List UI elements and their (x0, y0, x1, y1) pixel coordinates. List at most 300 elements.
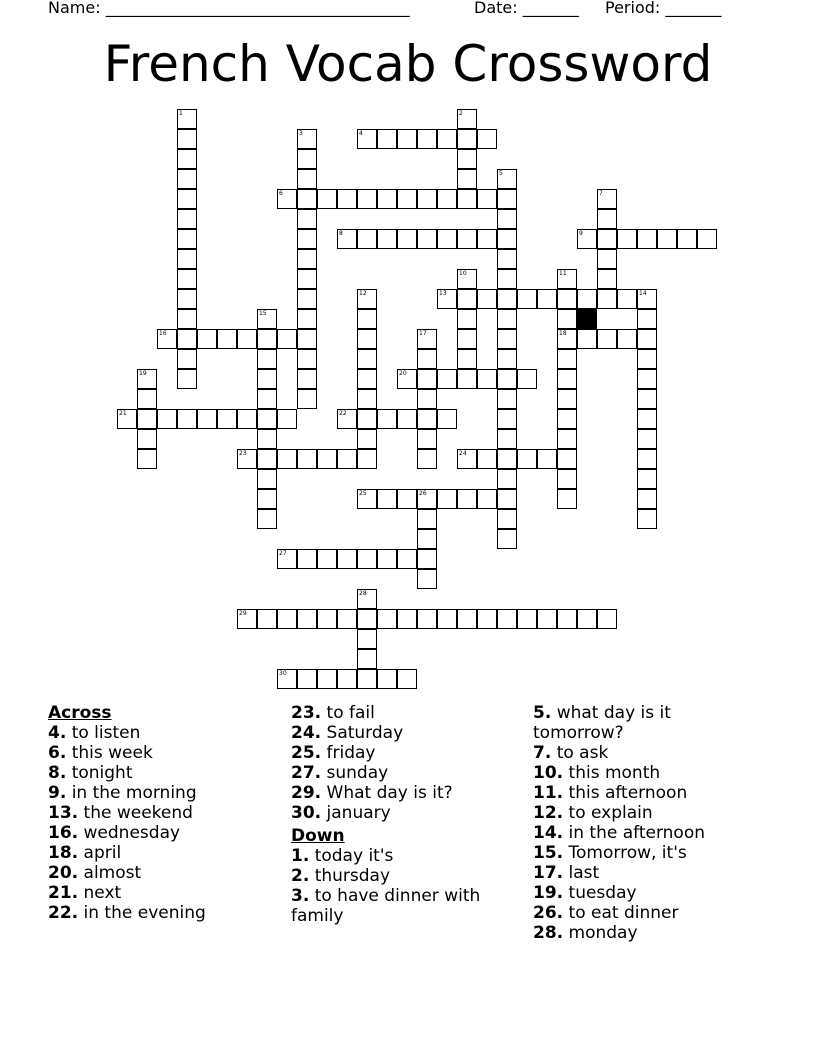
grid-cell[interactable] (297, 169, 317, 189)
clue-item-text: thursday (314, 866, 391, 886)
grid-cell[interactable] (637, 509, 657, 529)
grid-cell[interactable] (237, 329, 257, 349)
clue-number: 20 (399, 370, 407, 377)
grid-cell[interactable] (637, 349, 657, 369)
grid-cell[interactable] (637, 469, 657, 489)
grid-cell[interactable] (637, 489, 657, 509)
grid-cell[interactable] (297, 669, 317, 689)
grid-cell[interactable] (437, 229, 457, 249)
grid-cell[interactable] (637, 429, 657, 449)
grid-cell[interactable] (297, 229, 317, 249)
clue-item-number: 12. (533, 803, 564, 823)
clue-item-number: 27. (291, 763, 322, 783)
grid-cell[interactable] (177, 309, 197, 329)
grid-cell[interactable] (277, 669, 297, 689)
grid-cell[interactable] (277, 329, 297, 349)
grid-cell[interactable] (177, 409, 197, 429)
grid-cell[interactable] (177, 169, 197, 189)
grid-cell[interactable] (357, 289, 377, 309)
across-clue-list-continued (291, 703, 521, 823)
clue-item (48, 903, 278, 923)
clue-number: 22 (339, 410, 347, 417)
grid-cell[interactable] (637, 329, 657, 349)
grid-cell[interactable] (317, 609, 337, 629)
grid-cell[interactable] (257, 489, 277, 509)
clue-item (48, 743, 278, 763)
grid-cell[interactable] (557, 489, 577, 509)
grid-cell[interactable] (557, 469, 577, 489)
name-label: Name: (48, 0, 101, 17)
grid-cell[interactable] (377, 189, 397, 209)
grid-cell[interactable] (177, 349, 197, 369)
grid-cell[interactable] (457, 189, 477, 209)
grid-cell[interactable] (157, 329, 177, 349)
grid-cell[interactable] (337, 549, 357, 569)
grid-cell[interactable] (417, 609, 437, 629)
grid-cell[interactable] (317, 549, 337, 569)
grid-cell[interactable] (497, 189, 517, 209)
grid-cell[interactable] (497, 609, 517, 629)
grid-cell[interactable] (557, 609, 577, 629)
clue-item (533, 843, 733, 863)
clue-number: 14 (639, 290, 647, 297)
grid-cell[interactable] (497, 469, 517, 489)
grid-cell[interactable] (357, 489, 377, 509)
grid-cell[interactable] (177, 209, 197, 229)
grid-cell[interactable] (237, 409, 257, 429)
grid-cell[interactable] (357, 189, 377, 209)
grid-cell[interactable] (597, 609, 617, 629)
black-cell (577, 309, 597, 329)
grid-cell[interactable] (317, 189, 337, 209)
grid-cell[interactable] (257, 509, 277, 529)
grid-cell[interactable] (257, 329, 277, 349)
grid-cell[interactable] (397, 369, 417, 389)
grid-cell[interactable] (417, 549, 437, 569)
grid-cell[interactable] (497, 249, 517, 269)
grid-cell[interactable] (497, 289, 517, 309)
grid-cell[interactable] (357, 629, 377, 649)
grid-cell[interactable] (637, 369, 657, 389)
grid-cell[interactable] (457, 489, 477, 509)
grid-cell[interactable] (117, 409, 137, 429)
grid-cell[interactable] (497, 269, 517, 289)
grid-cell[interactable] (597, 289, 617, 309)
grid-cell[interactable] (177, 109, 197, 129)
clue-item (533, 883, 733, 903)
grid-cell[interactable] (357, 389, 377, 409)
grid-cell[interactable] (297, 389, 317, 409)
grid-cell[interactable] (397, 489, 417, 509)
grid-cell[interactable] (337, 449, 357, 469)
grid-cell[interactable] (337, 409, 357, 429)
clue-item-number: 19. (533, 883, 564, 903)
grid-cell[interactable] (577, 229, 597, 249)
grid-cell[interactable] (357, 549, 377, 569)
grid-cell[interactable] (457, 449, 477, 469)
grid-cell[interactable] (177, 189, 197, 209)
grid-cell[interactable] (597, 209, 617, 229)
grid-cell[interactable] (677, 229, 697, 249)
clue-item-number: 25. (291, 743, 322, 763)
grid-cell[interactable] (137, 449, 157, 469)
grid-cell[interactable] (397, 669, 417, 689)
grid-cell[interactable] (177, 149, 197, 169)
grid-cell[interactable] (477, 449, 497, 469)
clue-number: 1 (179, 110, 183, 117)
grid-cell[interactable] (357, 609, 377, 629)
grid-cell[interactable] (497, 429, 517, 449)
clue-item-number: 5. (533, 703, 552, 723)
clue-number: 5 (499, 170, 503, 177)
grid-cell[interactable] (637, 409, 657, 429)
clue-item-number: 15. (533, 843, 564, 863)
grid-cell[interactable] (517, 449, 537, 469)
grid-cell[interactable] (297, 329, 317, 349)
grid-cell[interactable] (537, 609, 557, 629)
grid-cell[interactable] (377, 669, 397, 689)
grid-cell[interactable] (617, 289, 637, 309)
grid-cell[interactable] (517, 609, 537, 629)
grid-cell[interactable] (297, 269, 317, 289)
grid-cell[interactable] (597, 329, 617, 349)
clue-item-text: in the morning (71, 783, 197, 803)
grid-cell[interactable] (137, 429, 157, 449)
grid-cell[interactable] (437, 609, 457, 629)
grid-cell[interactable] (557, 389, 577, 409)
grid-cell[interactable] (397, 609, 417, 629)
grid-cell[interactable] (457, 289, 477, 309)
page-title: French Vocab Crossword (103, 35, 713, 93)
grid-cell[interactable] (397, 189, 417, 209)
grid-cell[interactable] (657, 229, 677, 249)
grid-cell[interactable] (457, 229, 477, 249)
grid-cell[interactable] (177, 269, 197, 289)
grid-cell[interactable] (557, 369, 577, 389)
grid-cell[interactable] (237, 449, 257, 469)
grid-cell[interactable] (337, 669, 357, 689)
grid-cell[interactable] (497, 369, 517, 389)
grid-cell[interactable] (497, 449, 517, 469)
grid-cell[interactable] (217, 409, 237, 429)
grid-cell[interactable] (457, 109, 477, 129)
grid-cell[interactable] (357, 669, 377, 689)
grid-cell[interactable] (557, 269, 577, 289)
clue-number: 13 (439, 290, 447, 297)
grid-cell[interactable] (557, 309, 577, 329)
grid-cell[interactable] (237, 609, 257, 629)
grid-cell[interactable] (277, 449, 297, 469)
clue-item-text: april (83, 843, 122, 863)
grid-cell[interactable] (337, 229, 357, 249)
grid-cell[interactable] (417, 509, 437, 529)
clue-item-text: sunday (326, 763, 389, 783)
name-blank[interactable]: ______________________________________ (105, 0, 410, 17)
grid-cell[interactable] (297, 149, 317, 169)
grid-cell[interactable] (417, 189, 437, 209)
grid-cell[interactable] (597, 229, 617, 249)
grid-cell[interactable] (397, 409, 417, 429)
grid-cell[interactable] (497, 209, 517, 229)
grid-cell[interactable] (437, 409, 457, 429)
grid-cell[interactable] (277, 609, 297, 629)
grid-cell[interactable] (317, 669, 337, 689)
grid-cell[interactable] (177, 289, 197, 309)
grid-cell[interactable] (397, 229, 417, 249)
grid-cell[interactable] (477, 609, 497, 629)
grid-cell[interactable] (417, 569, 437, 589)
grid-cell[interactable] (637, 229, 657, 249)
grid-cell[interactable] (417, 129, 437, 149)
grid-cell[interactable] (517, 369, 537, 389)
clue-item-number: 8. (48, 763, 67, 783)
grid-cell[interactable] (577, 609, 597, 629)
grid-cell[interactable] (617, 329, 637, 349)
grid-cell[interactable] (577, 289, 597, 309)
grid-cell[interactable] (257, 369, 277, 389)
down-clue-list-continued (533, 703, 733, 943)
grid-cell[interactable] (297, 189, 317, 209)
grid-cell[interactable] (437, 369, 457, 389)
grid-cell[interactable] (177, 329, 197, 349)
grid-cell[interactable] (557, 349, 577, 369)
grid-cell[interactable] (457, 149, 477, 169)
grid-cell[interactable] (557, 289, 577, 309)
grid-cell[interactable] (497, 389, 517, 409)
grid-cell[interactable] (297, 129, 317, 149)
grid-cell[interactable] (457, 169, 477, 189)
grid-cell[interactable] (457, 309, 477, 329)
grid-cell[interactable] (477, 229, 497, 249)
grid-cell[interactable] (217, 329, 237, 349)
grid-cell[interactable] (417, 369, 437, 389)
grid-cell[interactable] (337, 189, 357, 209)
clue-item-text: to listen (71, 723, 141, 743)
grid-cell[interactable] (577, 329, 597, 349)
clue-number: 12 (359, 290, 367, 297)
grid-cell[interactable] (497, 329, 517, 349)
grid-cell[interactable] (597, 269, 617, 289)
grid-cell[interactable] (497, 169, 517, 189)
grid-cell[interactable] (357, 229, 377, 249)
grid-cell[interactable] (457, 369, 477, 389)
grid-cell[interactable] (497, 489, 517, 509)
clue-item-number: 3. (291, 886, 310, 906)
grid-cell[interactable] (477, 289, 497, 309)
grid-cell[interactable] (637, 389, 657, 409)
grid-cell[interactable] (437, 129, 457, 149)
grid-cell[interactable] (277, 409, 297, 429)
grid-cell[interactable] (357, 129, 377, 149)
clue-item (291, 886, 521, 926)
grid-cell[interactable] (357, 649, 377, 669)
grid-cell[interactable] (557, 429, 577, 449)
grid-cell[interactable] (137, 389, 157, 409)
grid-cell[interactable] (497, 349, 517, 369)
grid-cell[interactable] (397, 129, 417, 149)
grid-cell[interactable] (357, 429, 377, 449)
grid-cell[interactable] (437, 289, 457, 309)
grid-cell[interactable] (357, 449, 377, 469)
grid-cell[interactable] (297, 369, 317, 389)
grid-cell[interactable] (257, 389, 277, 409)
grid-cell[interactable] (257, 609, 277, 629)
clue-item-text: tuesday (568, 883, 637, 903)
grid-cell[interactable] (357, 369, 377, 389)
grid-cell[interactable] (277, 189, 297, 209)
clue-item-text: wednesday (83, 823, 181, 843)
grid-cell[interactable] (357, 409, 377, 429)
across-clue-list (48, 723, 278, 923)
grid-cell[interactable] (177, 129, 197, 149)
grid-cell[interactable] (637, 289, 657, 309)
grid-cell[interactable] (417, 229, 437, 249)
grid-cell[interactable] (537, 289, 557, 309)
grid-cell[interactable] (417, 529, 437, 549)
grid-cell[interactable] (417, 349, 437, 369)
grid-cell[interactable] (597, 249, 617, 269)
grid-cell[interactable] (417, 429, 437, 449)
grid-cell[interactable] (497, 229, 517, 249)
grid-cell[interactable] (497, 529, 517, 549)
grid-cell[interactable] (557, 449, 577, 469)
grid-cell[interactable] (137, 369, 157, 389)
grid-cell[interactable] (457, 129, 477, 149)
grid-cell[interactable] (297, 549, 317, 569)
grid-cell[interactable] (297, 349, 317, 369)
grid-cell[interactable] (617, 229, 637, 249)
grid-cell[interactable] (457, 349, 477, 369)
grid-cell[interactable] (377, 229, 397, 249)
clue-item-text: friday (326, 743, 376, 763)
grid-cell[interactable] (377, 609, 397, 629)
grid-cell[interactable] (177, 249, 197, 269)
grid-cell[interactable] (177, 229, 197, 249)
clue-item-text: this month (568, 763, 661, 783)
clue-item-text: tonight (71, 763, 133, 783)
grid-cell[interactable] (177, 369, 197, 389)
period-label: Period: (605, 0, 661, 17)
grid-cell[interactable] (257, 429, 277, 449)
grid-cell[interactable] (377, 129, 397, 149)
period-blank[interactable]: _______ (665, 0, 722, 17)
grid-cell[interactable] (297, 309, 317, 329)
clue-item (533, 803, 733, 823)
clues-column-1 (48, 703, 278, 923)
grid-cell[interactable] (637, 309, 657, 329)
clue-item (291, 846, 521, 866)
grid-cell[interactable] (557, 329, 577, 349)
grid-cell[interactable] (637, 449, 657, 469)
grid-cell[interactable] (417, 389, 437, 409)
grid-cell[interactable] (137, 409, 157, 429)
grid-cell[interactable] (257, 469, 277, 489)
clue-number: 29 (239, 610, 247, 617)
clue-item (533, 783, 733, 803)
clue-number: 27 (279, 550, 287, 557)
grid-cell[interactable] (437, 189, 457, 209)
grid-cell[interactable] (377, 489, 397, 509)
clue-item-text: in the afternoon (568, 823, 706, 843)
grid-cell[interactable] (477, 489, 497, 509)
grid-cell[interactable] (317, 449, 337, 469)
grid-cell[interactable] (477, 129, 497, 149)
clue-number: 16 (159, 330, 167, 337)
grid-cell[interactable] (417, 449, 437, 469)
grid-cell[interactable] (277, 549, 297, 569)
grid-cell[interactable] (457, 269, 477, 289)
down-heading: Down (291, 826, 345, 846)
clue-item-number: 6. (48, 743, 67, 763)
clue-number: 7 (599, 190, 603, 197)
clue-number: 8 (339, 230, 343, 237)
grid-cell[interactable] (297, 609, 317, 629)
clue-item (533, 923, 733, 943)
grid-cell[interactable] (457, 329, 477, 349)
clue-item-number: 21. (48, 883, 79, 903)
clue-item (48, 803, 278, 823)
clue-item-text: next (83, 883, 122, 903)
clue-number: 2 (459, 110, 463, 117)
clue-number: 19 (139, 370, 147, 377)
clue-item (533, 763, 733, 783)
grid-cell[interactable] (337, 609, 357, 629)
grid-cell[interactable] (377, 549, 397, 569)
grid-cell[interactable] (357, 329, 377, 349)
grid-cell[interactable] (397, 549, 417, 569)
grid-cell[interactable] (297, 449, 317, 469)
grid-cell[interactable] (557, 409, 577, 429)
grid-cell[interactable] (537, 449, 557, 469)
grid-cell[interactable] (477, 189, 497, 209)
grid-cell[interactable] (357, 349, 377, 369)
date-blank[interactable]: _______ (522, 0, 579, 17)
grid-cell[interactable] (257, 309, 277, 329)
grid-cell[interactable] (497, 509, 517, 529)
grid-cell[interactable] (197, 329, 217, 349)
grid-cell[interactable] (437, 489, 457, 509)
grid-cell[interactable] (197, 409, 217, 429)
grid-cell[interactable] (697, 229, 717, 249)
grid-cell[interactable] (477, 369, 497, 389)
clue-item-text: What day is it? (326, 783, 453, 803)
grid-cell[interactable] (417, 489, 437, 509)
clue-number: 6 (279, 190, 283, 197)
clue-number: 17 (419, 330, 427, 337)
grid-cell[interactable] (597, 189, 617, 209)
grid-cell[interactable] (297, 289, 317, 309)
grid-cell[interactable] (297, 249, 317, 269)
grid-cell[interactable] (517, 289, 537, 309)
grid-cell[interactable] (497, 309, 517, 329)
grid-cell[interactable] (377, 409, 397, 429)
grid-cell[interactable] (357, 309, 377, 329)
grid-cell[interactable] (157, 409, 177, 429)
grid-cell[interactable] (257, 409, 277, 429)
grid-cell[interactable] (417, 409, 437, 429)
across-heading: Across (48, 703, 112, 723)
grid-cell[interactable] (497, 409, 517, 429)
clue-item-number: 23. (291, 703, 322, 723)
grid-cell[interactable] (297, 209, 317, 229)
clue-item (291, 743, 521, 763)
clue-number: 28 (359, 590, 367, 597)
grid-cell[interactable] (457, 609, 477, 629)
grid-cell[interactable] (257, 349, 277, 369)
grid-cell[interactable] (417, 329, 437, 349)
grid-cell[interactable] (257, 449, 277, 469)
grid-cell[interactable] (357, 589, 377, 609)
